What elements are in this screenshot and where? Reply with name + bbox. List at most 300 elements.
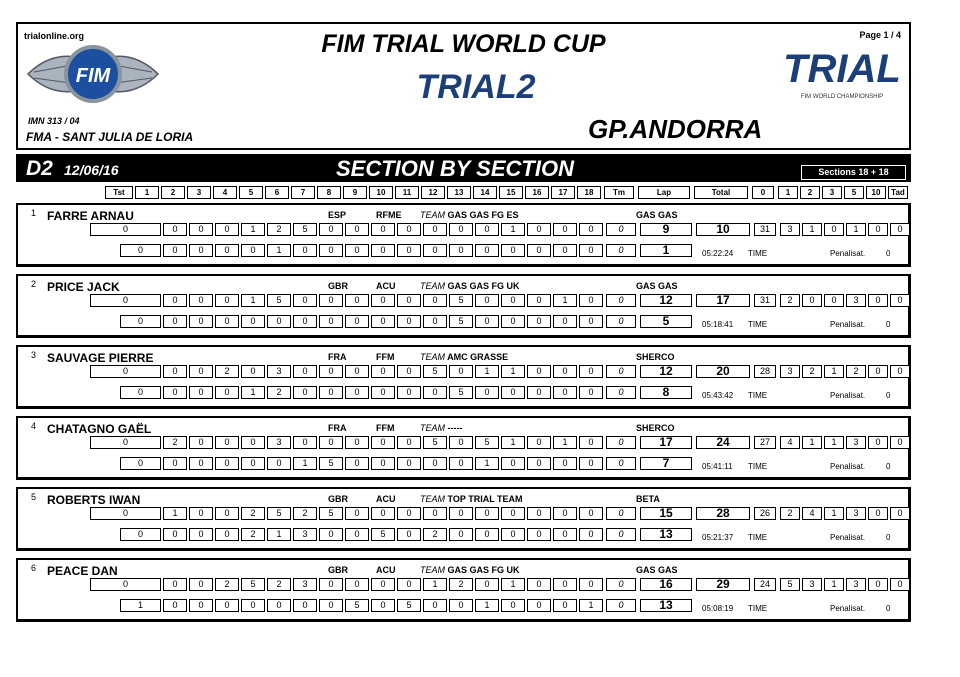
rider-name: PEACE DAN (47, 564, 118, 578)
stat-value: 1 (802, 223, 822, 236)
section-score: 0 (579, 436, 603, 449)
section-score: 5 (267, 507, 291, 520)
rider-federation: ACU (376, 565, 396, 575)
section-score: 0 (90, 578, 161, 591)
section-score: 1 (501, 365, 525, 378)
time-penalty: 0 (606, 294, 636, 307)
lap-score: 16 (640, 578, 692, 591)
section-score: 0 (501, 457, 525, 470)
section-score: 0 (345, 223, 369, 236)
section-score: 5 (371, 528, 395, 541)
stat-value: 0 (868, 365, 888, 378)
stat-value: 3 (780, 365, 800, 378)
rider-brand: BETA (636, 494, 660, 504)
penalty-value: 0 (886, 533, 891, 542)
section-score: 0 (120, 528, 161, 541)
section-score: 1 (475, 599, 499, 612)
section-score: 0 (527, 578, 551, 591)
penalty-value: 0 (886, 604, 891, 613)
rider-name: PRICE JACK (47, 280, 120, 294)
section-score: 0 (215, 294, 239, 307)
section-score: 5 (293, 223, 317, 236)
section-score: 0 (579, 223, 603, 236)
stat-value: 0 (890, 578, 910, 591)
stat-value: 3 (780, 223, 800, 236)
section-score: 5 (449, 386, 473, 399)
page-number: Page 1 / 4 (859, 30, 901, 40)
stat-value: 0 (890, 365, 910, 378)
stat-value: 0 (868, 507, 888, 520)
grand-prix-name: GP.ANDORRA (588, 114, 763, 144)
section-score: 5 (267, 294, 291, 307)
trial-logo-subtitle: FIM WORLD CHAMPIONSHIP (800, 94, 884, 100)
section-score: 2 (215, 578, 239, 591)
section-score: 5 (449, 315, 473, 328)
finish-time: 05:21:37 (702, 533, 734, 542)
stat-value: 1 (824, 436, 844, 449)
rider-federation: RFME (376, 210, 402, 220)
section-score: 0 (293, 315, 317, 328)
time-penalty: 0 (606, 244, 636, 257)
stat-value: 27 (754, 436, 776, 449)
section-score: 0 (120, 244, 161, 257)
section-score: 1 (241, 223, 265, 236)
penalty-label: Penalisat. (830, 604, 866, 613)
stat-value: 0 (868, 436, 888, 449)
rider-federation: ACU (376, 494, 396, 504)
section-score: 0 (397, 436, 421, 449)
section-score: 0 (293, 436, 317, 449)
section-score: 5 (241, 578, 265, 591)
section-score: 1 (475, 365, 499, 378)
penalty-value: 0 (886, 462, 891, 471)
stat-value: 28 (754, 365, 776, 378)
team-label: TEAM (420, 281, 446, 291)
section-score: 0 (163, 244, 187, 257)
rider-nationality: GBR (328, 565, 348, 575)
section-score: 0 (319, 294, 343, 307)
section-score: 0 (371, 599, 395, 612)
rider-row (16, 416, 911, 480)
section-score: 0 (371, 436, 395, 449)
stat-value: 26 (754, 507, 776, 520)
section-score: 0 (345, 244, 369, 257)
section-score: 0 (579, 457, 603, 470)
finish-time: 05:18:41 (702, 320, 734, 329)
section-score: 0 (501, 528, 525, 541)
rider-team (420, 210, 519, 220)
section-score: 0 (345, 507, 369, 520)
col-tst: Tst (105, 186, 133, 199)
team-label: TEAM (420, 494, 446, 504)
section-score: 5 (423, 436, 447, 449)
section-score: 0 (241, 315, 265, 328)
section-score: 0 (345, 528, 369, 541)
section-score: 0 (189, 457, 213, 470)
section-score: 0 (90, 507, 161, 520)
section-score: 0 (579, 294, 603, 307)
rider-team (420, 352, 508, 362)
section-score: 0 (449, 599, 473, 612)
time-label: TIME (748, 391, 768, 400)
section-score: 0 (579, 365, 603, 378)
section-score: 1 (501, 223, 525, 236)
section-score: 1 (293, 457, 317, 470)
lap-score: 1 (640, 244, 692, 257)
team-name: GAS GAS FG UK (445, 565, 520, 575)
col-section-10: 10 (369, 186, 393, 199)
stat-value: 0 (824, 223, 844, 236)
section-score: 0 (189, 507, 213, 520)
rider-nationality: FRA (328, 352, 347, 362)
stat-value: 0 (802, 294, 822, 307)
total-score: 24 (696, 436, 750, 449)
section-score: 5 (423, 365, 447, 378)
col-section-18: 18 (577, 186, 601, 199)
time-label: TIME (748, 462, 768, 471)
fim-logo-text: FIM (75, 65, 111, 87)
section-score: 0 (423, 315, 447, 328)
section-score: 0 (241, 365, 265, 378)
rider-row (16, 345, 911, 409)
lap-score: 12 (640, 294, 692, 307)
section-score: 0 (527, 528, 551, 541)
section-score: 0 (163, 365, 187, 378)
section-score: 0 (527, 599, 551, 612)
rider-brand: SHERCO (636, 352, 675, 362)
stat-value: 1 (802, 436, 822, 449)
section-score: 1 (553, 294, 577, 307)
section-score: 0 (163, 386, 187, 399)
col-stat-1: 1 (778, 186, 798, 199)
section-score: 0 (371, 315, 395, 328)
section-score: 0 (553, 599, 577, 612)
col-section-9: 9 (343, 186, 367, 199)
team-label: TEAM (420, 423, 446, 433)
section-score: 0 (423, 599, 447, 612)
section-score: 2 (241, 507, 265, 520)
section-score: 0 (579, 386, 603, 399)
stat-value: 0 (868, 223, 888, 236)
col-stat-5: 5 (844, 186, 864, 199)
stat-value: 0 (868, 578, 888, 591)
team-name: TOP TRIAL TEAM (445, 494, 523, 504)
penalty-value: 0 (886, 320, 891, 329)
rider-brand: GAS GAS (636, 281, 678, 291)
rider-position: 1 (31, 208, 37, 218)
section-score: 0 (120, 457, 161, 470)
rider-team (420, 423, 463, 433)
section-score: 0 (397, 294, 421, 307)
section-score: 0 (215, 436, 239, 449)
col-section-3: 3 (187, 186, 211, 199)
stat-value: 4 (780, 436, 800, 449)
stat-value: 1 (824, 578, 844, 591)
section-score: 1 (579, 599, 603, 612)
section-score: 0 (345, 386, 369, 399)
col-total: Total (694, 186, 748, 199)
section-score: 1 (120, 599, 161, 612)
section-score: 0 (527, 223, 551, 236)
section-score: 0 (345, 365, 369, 378)
team-label: TEAM (420, 352, 446, 362)
time-label: TIME (748, 604, 768, 613)
section-score: 0 (319, 244, 343, 257)
col-section-1: 1 (135, 186, 159, 199)
class-bar (16, 154, 911, 182)
section-score: 0 (345, 578, 369, 591)
section-score: 0 (189, 578, 213, 591)
section-score: 0 (371, 578, 395, 591)
section-score: 0 (449, 528, 473, 541)
rider-position: 5 (31, 492, 37, 502)
section-score: 0 (449, 223, 473, 236)
col-section-17: 17 (551, 186, 575, 199)
section-score: 0 (189, 386, 213, 399)
col-section-12: 12 (421, 186, 445, 199)
section-score: 0 (241, 599, 265, 612)
section-score: 0 (579, 244, 603, 257)
section-score: 0 (579, 528, 603, 541)
rider-team (420, 565, 520, 575)
rider-brand: GAS GAS (636, 210, 678, 220)
section-score: 0 (319, 223, 343, 236)
section-score: 0 (553, 223, 577, 236)
rider-name: SAUVAGE PIERRE (47, 351, 154, 365)
col-section-14: 14 (473, 186, 497, 199)
section-score: 0 (215, 244, 239, 257)
section-score: 0 (120, 386, 161, 399)
section-score: 0 (527, 457, 551, 470)
section-score: 0 (189, 436, 213, 449)
finish-time: 05:08:19 (702, 604, 734, 613)
penalty-value: 0 (886, 249, 891, 258)
section-score: 0 (527, 436, 551, 449)
rider-position: 4 (31, 421, 37, 431)
lap-score: 5 (640, 315, 692, 328)
section-score: 0 (189, 294, 213, 307)
section-score: 0 (120, 315, 161, 328)
time-label: TIME (748, 249, 768, 258)
section-score: 0 (371, 365, 395, 378)
time-penalty: 0 (606, 386, 636, 399)
team-name: GAS GAS FG UK (445, 281, 520, 291)
stat-value: 2 (780, 294, 800, 307)
col-section-5: 5 (239, 186, 263, 199)
section-score: 0 (527, 244, 551, 257)
imn-reference: IMN 313 / 04 (28, 116, 80, 126)
section-score: 0 (90, 223, 161, 236)
stat-value: 31 (754, 294, 776, 307)
section-score: 0 (293, 244, 317, 257)
stat-value: 2 (802, 365, 822, 378)
stat-value: 3 (846, 507, 866, 520)
section-score: 0 (501, 386, 525, 399)
col-stat-3: 3 (822, 186, 842, 199)
section-score: 0 (267, 315, 291, 328)
section-score: 1 (501, 436, 525, 449)
penalty-label: Penalisat. (830, 391, 866, 400)
section-score: 0 (163, 223, 187, 236)
stat-value: 31 (754, 223, 776, 236)
page-title: FIM TRIAL WORLD CUP (321, 30, 606, 58)
total-score: 20 (696, 365, 750, 378)
section-score: 0 (215, 507, 239, 520)
stat-value: 3 (802, 578, 822, 591)
section-score: 2 (267, 578, 291, 591)
penalty-label: Penalisat. (830, 533, 866, 542)
section-score: 0 (449, 507, 473, 520)
section-score: 5 (345, 599, 369, 612)
lap-score: 13 (640, 599, 692, 612)
site-name: trialonline.org (24, 31, 85, 41)
stat-value: 1 (824, 365, 844, 378)
section-score: 0 (319, 528, 343, 541)
section-score: 0 (449, 436, 473, 449)
section-score: 0 (397, 528, 421, 541)
section-score: 0 (189, 315, 213, 328)
col-section-11: 11 (395, 186, 419, 199)
stat-value: 0 (890, 223, 910, 236)
time-penalty: 0 (606, 457, 636, 470)
col-stat-10: 10 (866, 186, 886, 199)
section-score: 0 (449, 457, 473, 470)
section-score: 3 (293, 528, 317, 541)
time-penalty: 0 (606, 528, 636, 541)
section-score: 0 (319, 578, 343, 591)
section-score: 0 (215, 223, 239, 236)
col-section-6: 6 (265, 186, 289, 199)
stat-value: 3 (846, 294, 866, 307)
lap-score: 8 (640, 386, 692, 399)
section-score: 0 (241, 436, 265, 449)
results-header (16, 22, 911, 150)
finish-time: 05:41:11 (702, 462, 733, 471)
section-score: 0 (553, 578, 577, 591)
total-score: 17 (696, 294, 750, 307)
section-score: 0 (475, 507, 499, 520)
section-score: 0 (345, 436, 369, 449)
team-name: ----- (445, 423, 463, 433)
time-penalty: 0 (606, 507, 636, 520)
section-score: 0 (423, 386, 447, 399)
section-score: 5 (475, 436, 499, 449)
section-score: 0 (293, 294, 317, 307)
section-score: 0 (527, 386, 551, 399)
section-score: 5 (449, 294, 473, 307)
rider-nationality: FRA (328, 423, 347, 433)
time-penalty: 0 (606, 436, 636, 449)
rider-nationality: GBR (328, 281, 348, 291)
section-score: 0 (553, 244, 577, 257)
section-score: 1 (501, 578, 525, 591)
trial-championship-logo-icon (776, 42, 908, 106)
section-score: 2 (163, 436, 187, 449)
rider-team (420, 281, 520, 291)
col-section-13: 13 (447, 186, 471, 199)
section-score: 0 (371, 223, 395, 236)
section-score: 5 (319, 457, 343, 470)
section-score: 0 (345, 457, 369, 470)
section-score: 0 (319, 315, 343, 328)
section-score: 0 (397, 223, 421, 236)
section-score: 0 (423, 223, 447, 236)
section-score: 0 (475, 294, 499, 307)
section-score: 0 (501, 244, 525, 257)
section-score: 1 (241, 294, 265, 307)
trial-logo-text: TRIAL (783, 47, 901, 91)
section-score: 0 (189, 365, 213, 378)
section-score: 0 (90, 436, 161, 449)
total-score: 28 (696, 507, 750, 520)
rider-team (420, 494, 523, 504)
time-penalty: 0 (606, 578, 636, 591)
section-score: 2 (449, 578, 473, 591)
total-score: 10 (696, 223, 750, 236)
sections-count: Sections 18 + 18 (801, 165, 906, 180)
section-score: 0 (215, 528, 239, 541)
section-title: SECTION BY SECTION (336, 156, 574, 181)
rider-name: CHATAGNO GAËL (47, 422, 152, 436)
section-score: 0 (319, 599, 343, 612)
section-score: 0 (371, 507, 395, 520)
rider-nationality: GBR (328, 494, 348, 504)
rider-row (16, 274, 911, 338)
penalty-label: Penalisat. (830, 320, 866, 329)
section-score: 1 (267, 528, 291, 541)
section-score: 0 (215, 386, 239, 399)
section-score: 0 (527, 294, 551, 307)
rider-federation: FFM (376, 352, 395, 362)
section-score: 0 (475, 528, 499, 541)
section-score: 0 (475, 386, 499, 399)
section-score: 3 (267, 436, 291, 449)
time-label: TIME (748, 320, 768, 329)
section-score: 0 (267, 599, 291, 612)
section-score: 0 (501, 507, 525, 520)
time-penalty: 0 (606, 223, 636, 236)
section-score: 0 (527, 507, 551, 520)
section-score: 0 (501, 294, 525, 307)
section-score: 0 (241, 244, 265, 257)
total-score: 29 (696, 578, 750, 591)
section-score: 0 (553, 528, 577, 541)
section-score: 0 (579, 315, 603, 328)
team-label: TEAM (420, 210, 446, 220)
team-name: AMC GRASSE (445, 352, 509, 362)
section-score: 0 (241, 457, 265, 470)
section-score: 0 (501, 599, 525, 612)
lap-score: 7 (640, 457, 692, 470)
section-score: 1 (241, 386, 265, 399)
section-score: 5 (397, 599, 421, 612)
col-section-16: 16 (525, 186, 549, 199)
trial2-logo-icon (376, 64, 576, 108)
section-score: 0 (423, 244, 447, 257)
section-score: 0 (163, 294, 187, 307)
col-section-4: 4 (213, 186, 237, 199)
section-score: 0 (319, 386, 343, 399)
stat-value: 0 (890, 436, 910, 449)
section-score: 0 (397, 507, 421, 520)
col-stat-2: 2 (800, 186, 820, 199)
section-score: 0 (475, 244, 499, 257)
section-score: 0 (449, 244, 473, 257)
section-score: 0 (189, 528, 213, 541)
stat-value: 3 (846, 436, 866, 449)
section-score: 0 (293, 599, 317, 612)
stat-value: 0 (868, 294, 888, 307)
